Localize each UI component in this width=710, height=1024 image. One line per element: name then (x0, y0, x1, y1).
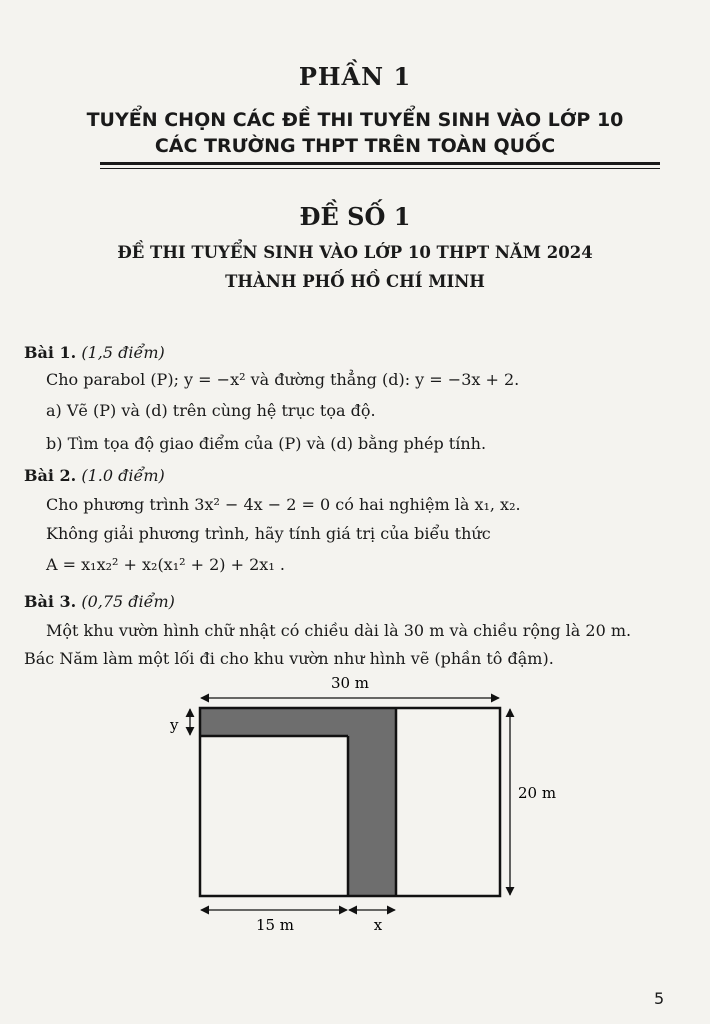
path-vertical-strip (348, 708, 396, 896)
garden-diagram (150, 668, 570, 936)
label-width: 20 m (518, 784, 557, 802)
problem-2-instruction: Không giải phương trình, hãy tính giá trị của biểu thức (46, 524, 491, 543)
label-x: x (373, 916, 383, 934)
exam-number: ĐỀ SỐ 1 (299, 202, 411, 231)
problem-3-text2: Bác Năm làm một lối đi cho khu vườn như hình vẽ (phần tô đậm). (24, 649, 554, 668)
problem-1-points: (1,5 điểm) (81, 343, 165, 362)
exam-title: ĐỀ THI TUYỂN SINH VÀO LỚP 10 THPT NĂM 2024 (117, 243, 593, 262)
label-15m: 15 m (255, 916, 295, 934)
label-y: y (170, 716, 179, 734)
problem-1-part-b: b) Tìm tọa độ giao điểm của (P) và (d) bằng phép tính. (46, 434, 487, 453)
problem-1-label: Bài 1. (24, 343, 77, 362)
problem-1-part-a: a) Vẽ (P) và (d) trên cùng hệ trục tọa độ. (46, 401, 376, 420)
title-rule-thick (100, 162, 660, 165)
problem-2-heading (24, 466, 165, 485)
problem-2-points: (1.0 điểm) (81, 466, 165, 485)
part-title: PHẦN 1 (298, 62, 412, 91)
problem-2-intro: Cho phương trình 3x² − 4x − 2 = 0 có hai nghiệm là x₁, x₂. (46, 495, 521, 514)
problem-2-expression: A = x₁x₂² + x₂(x₁² + 2) + 2x₁ . (46, 555, 285, 574)
exam-location: THÀNH PHỐ HỒ CHÍ MINH (225, 272, 485, 291)
problem-3-label: Bài 3. (24, 592, 77, 611)
problem-1-intro: Cho parabol (P); y = −x² và đường thẳng (d): y = −3x + 2. (46, 370, 520, 389)
problem-2-label: Bài 2. (24, 466, 77, 485)
problem-3-text1: Một khu vườn hình chữ nhật có chiều dài là 30 m và chiều rộng là 20 m. (46, 621, 632, 640)
problem-1-heading (24, 343, 165, 362)
page-number: 5 (654, 989, 665, 1008)
problem-3-heading (24, 592, 175, 611)
problem-3-points: (0,75 điểm) (81, 592, 175, 611)
label-length: 30 m (330, 674, 370, 692)
collection-title-line2: CÁC TRƯỜNG THPT TRÊN TOÀN QUỐC (154, 135, 556, 157)
title-rule-thin (100, 168, 660, 169)
collection-title-line1: TUYỂN CHỌN CÁC ĐỀ THI TUYỂN SINH VÀO LỚP 10 (86, 109, 624, 131)
